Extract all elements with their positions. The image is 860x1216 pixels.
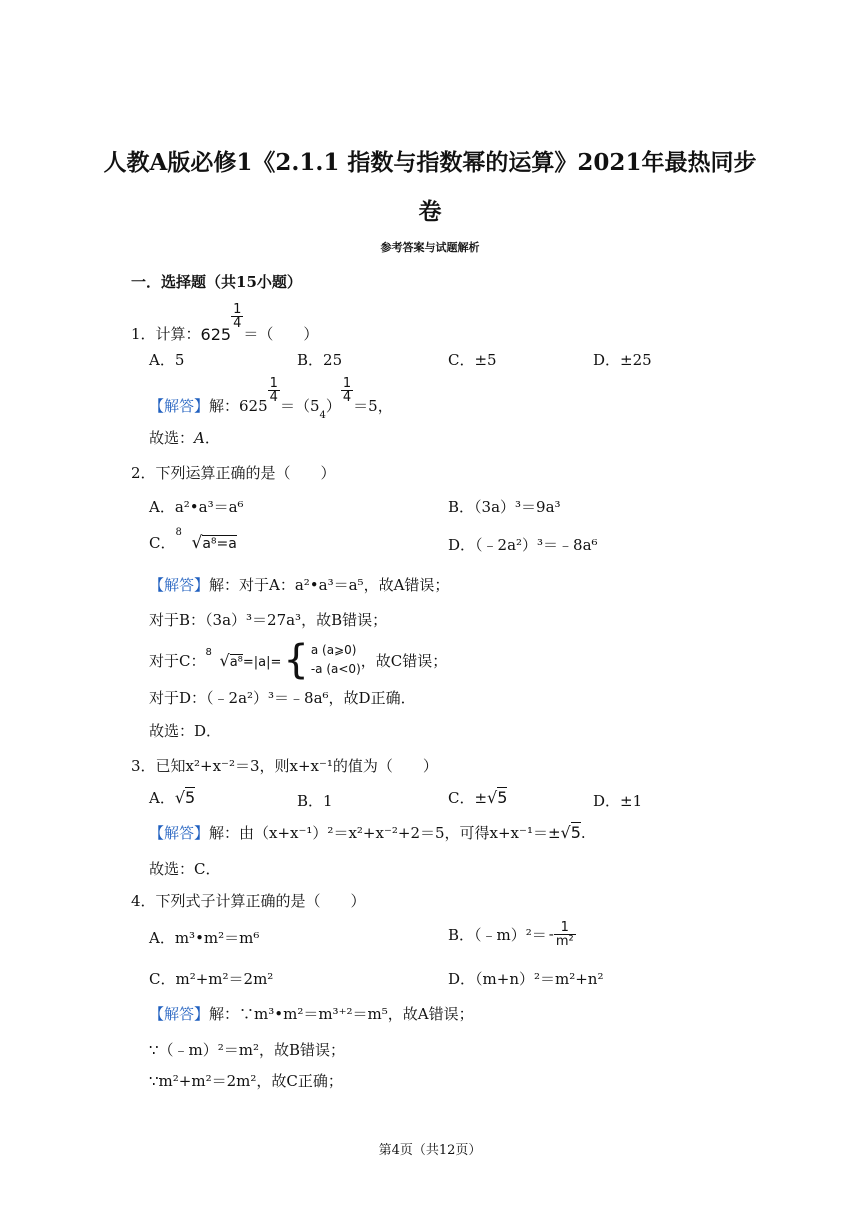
- q1-option-b: B．25: [297, 351, 343, 369]
- q1-exponent: $\frac{1}{4}$: [233, 302, 242, 331]
- q2-solution-line4: 对于D：（﹣2a²）³＝﹣8a⁶，故D正确．: [149, 689, 416, 707]
- q1-jieda-label: 【解答】: [149, 397, 210, 415]
- section-heading: 一．选择题（共15小题）: [131, 273, 302, 291]
- q2-answer: 故选：D．: [149, 722, 222, 740]
- question-3-stem: 3．已知x²+x⁻²＝3，则x+x⁻¹的值为（ ）: [131, 757, 438, 775]
- q1-solution: 【解答】 解：625 $\frac{1}{4}$ ＝（5 4 ） $\frac{1}{4}$ ＝5，: [149, 376, 393, 421]
- doc-title-line2: 卷: [418, 198, 442, 225]
- q1-base: 625: [200, 325, 232, 344]
- q3-option-d: D．±1: [593, 792, 643, 810]
- q1-answer: 故选：A．: [149, 429, 220, 447]
- q4-option-b: B．（﹣m）²＝ - $\frac{1}{\text{m²}}$: [448, 919, 574, 949]
- q2-piecewise-cases: a (a⩾0) -a (a<0): [310, 643, 361, 676]
- q3-option-a: A．√5: [149, 788, 196, 807]
- q2-option-d: D．（﹣2a²）³＝﹣8a⁶: [448, 536, 598, 554]
- q1-prefix: 1．计算：: [131, 325, 201, 343]
- q2-option-c: C． 8 √a⁸=a: [149, 526, 237, 553]
- q3-answer: 故选：C．: [149, 860, 221, 878]
- doc-subtitle: 参考答案与试题解析: [380, 241, 480, 254]
- q2-solution-line2: 对于B：（3a）³＝27a³，故B错误；: [149, 611, 388, 629]
- q4-option-a: A．m³•m²＝m⁶: [149, 929, 260, 947]
- q2-solution-line1: 【解答】解：对于A：a²•a³＝a⁵，故A错误；: [149, 576, 450, 594]
- q3-solution: 【解答】解：由（x+x⁻¹）²＝x²+x⁻²+2＝5，可得x+x⁻¹＝±√5.: [149, 823, 586, 842]
- question-1-stem: [131, 300, 318, 344]
- q1-option-a: A．5: [149, 351, 185, 369]
- q2-solution-line3: 对于C： 8 √a⁸=|a|= { a (a⩾0) -a (a<0) ，故C错误；: [149, 637, 448, 683]
- q4-option-d: D．（m+n）²＝m²+n²: [448, 970, 604, 988]
- q3-option-b: B．1: [297, 792, 333, 810]
- q1-suffix: ＝（ ）: [243, 325, 319, 343]
- q4-option-c: C．m²+m²＝2m²: [149, 970, 274, 988]
- q3-option-c: C．±√5: [448, 788, 508, 807]
- q4-solution-line3: ∵m²+m²＝2m²，故C正确；: [149, 1072, 343, 1090]
- q2-root-expression: 8 √a⁸=a: [175, 526, 237, 553]
- q2-option-b: B．（3a）³＝9a³: [448, 498, 561, 516]
- q4-solution-line2: ∵（﹣m）²＝m²，故B错误；: [149, 1041, 346, 1059]
- q2-option-a: A．a²•a³＝a⁶: [149, 498, 244, 516]
- question-4-stem: 4．下列式子计算正确的是（ ）: [131, 892, 366, 910]
- question-2-stem: 2．下列运算正确的是（ ）: [131, 464, 336, 482]
- q4-solution-line1: 【解答】解：∵m³•m²＝m³⁺²＝m⁵，故A错误；: [149, 1005, 474, 1023]
- page-footer: 第4页（共12页）: [378, 1143, 482, 1158]
- q1-option-c: C．±5: [448, 351, 497, 369]
- doc-title-line1: 人教A版必修1《2.1.1 指数与指数幂的运算》2021年最热同步: [103, 149, 757, 176]
- q1-option-d: D．±25: [593, 351, 652, 369]
